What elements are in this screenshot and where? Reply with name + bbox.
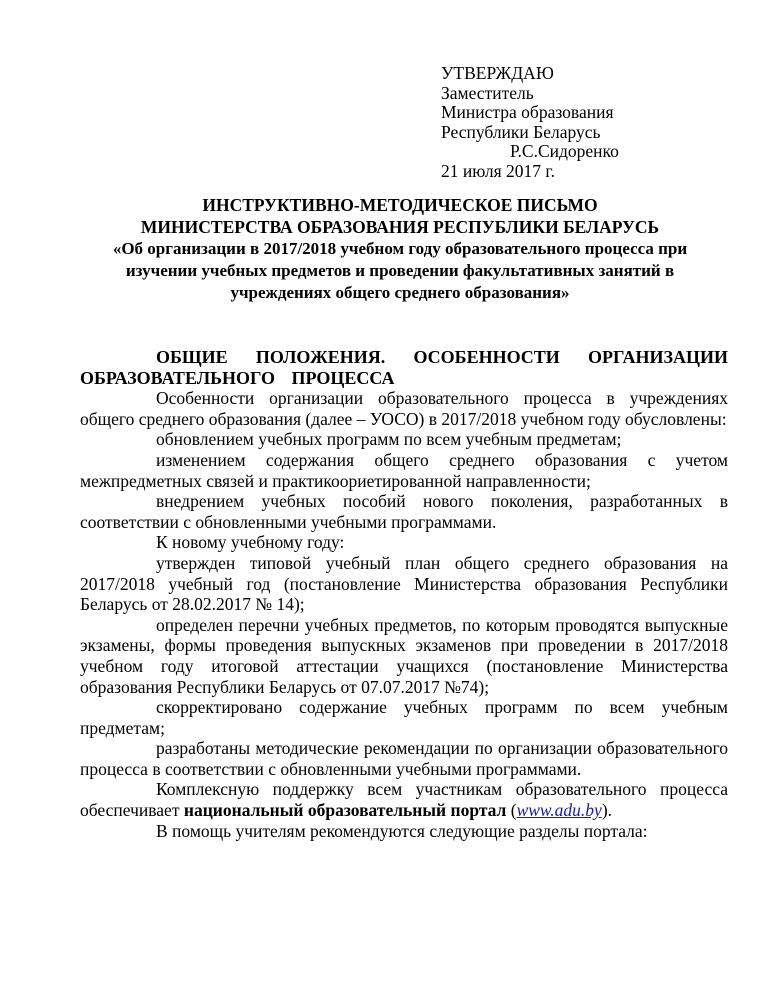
title-line-2: МИНИСТЕРСТВА ОБРАЗОВАНИЯ РЕСПУБЛИКИ БЕЛАРУСЬ bbox=[140, 217, 660, 237]
approver-position: Заместитель bbox=[441, 82, 534, 103]
document-body bbox=[80, 347, 728, 841]
approval-label: УТВЕРЖДАЮ bbox=[441, 63, 554, 83]
paragraph: В помощь учителям рекомендуются следующие разделы портала: bbox=[156, 820, 648, 841]
paragraph: утвержден типовой учебный план общего среднего образования на 2017/2018 учебный год (постановление Министерства образования Республики Беларусь от 28.02.2017 № 14); bbox=[80, 552, 728, 615]
paren-open: ( bbox=[510, 800, 517, 821]
paragraph: скорректировано содержание учебных программ по всем учебным предметам; bbox=[80, 697, 728, 738]
approval-block bbox=[441, 64, 619, 181]
approver-position: Республики Беларусь bbox=[441, 121, 601, 142]
approver-name: Р.С.Сидоренко bbox=[510, 141, 619, 161]
paragraph: К новому учебному году: bbox=[156, 532, 345, 553]
paragraph-portal bbox=[80, 779, 728, 820]
document-title bbox=[80, 194, 720, 304]
paren-close: ). bbox=[601, 800, 613, 821]
approver-position: Министра образования bbox=[441, 102, 614, 122]
document-subtitle: «Об организации в 2017/2018 учебном году образовательного процесса при изучении учебных предметов и проведении факультативных занятий в учреждениях общего среднего образования» bbox=[112, 239, 688, 302]
paragraph: Особенности организации образовательного процесса в учреждениях общего среднего образования (далее – УОСО) в 2017/2018 учебном году обусловлены: bbox=[80, 388, 728, 429]
paragraph: изменением содержания общего среднего образования с учетом межпредметных связей и практикоориетированной направленности; bbox=[80, 449, 728, 491]
title-line-1: ИНСТРУКТИВНО-МЕТОДИЧЕСКОЕ ПИСЬМО bbox=[202, 195, 598, 215]
approval-date: 21 июля 2017 г. bbox=[441, 160, 555, 181]
section-heading: ОБЩИЕ ПОЛОЖЕНИЯ. ОСОБЕННОСТИ ОРГАНИЗАЦИИ ОБРАЗОВАТЕЛЬНОГО ПРОЦЕССА bbox=[80, 347, 728, 388]
paragraph: разработаны методические рекомендации по организации образовательного процесса в соответствии с обновленными учебными программами. bbox=[80, 738, 728, 779]
paragraph: определен перечни учебных предметов, по которым проводятся выпускные экзамены, формы проведения выпускных экзаменов при проведении в 2017/2018 учебном году итоговой аттестации учащихся (постановление Министерства образования Республики Беларусь от 07.07.2017 №74); bbox=[80, 614, 728, 697]
paragraph: внедрением учебных пособий нового поколения, разработанных в соответствии с обновленными учебными программами. bbox=[80, 491, 728, 532]
portal-name: национальный образовательный портал bbox=[183, 800, 507, 821]
portal-link[interactable]: www.adu.by bbox=[516, 800, 602, 821]
paragraph: обновлением учебных программ по всем учебным предметам; bbox=[156, 429, 622, 450]
portal-text: Комплексную поддержку всем участникам образовательного процесса обеспечивает bbox=[80, 779, 728, 821]
